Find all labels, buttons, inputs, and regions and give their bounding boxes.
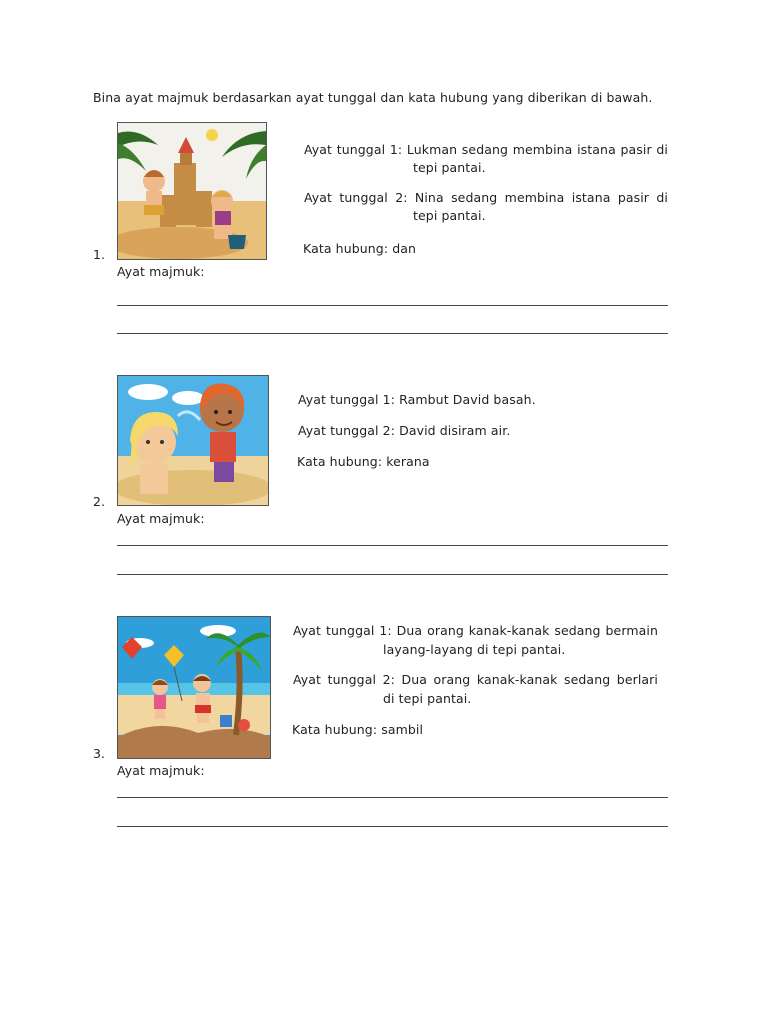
answer-line[interactable] — [117, 333, 668, 334]
single-sentence-2: Ayat tunggal 2: Dua orang kanak-kanak sedang berlari — [293, 672, 658, 687]
conjunction-text: Kata hubung: kerana — [297, 454, 430, 469]
sandcastle-picture — [117, 122, 267, 260]
kite-beach-picture — [117, 616, 271, 759]
answer-line[interactable] — [117, 826, 668, 827]
single-sentence-1: Ayat tunggal 1: Dua orang kanak-kanak sedang bermain — [293, 623, 658, 638]
single-sentence-1-cont: layang-layang di tepi pantai. — [383, 642, 566, 657]
answer-line[interactable] — [117, 305, 668, 306]
wet-hair-picture — [117, 375, 269, 506]
question-number: 3. — [93, 746, 106, 761]
conjunction-text: Kata hubung: dan — [303, 241, 417, 256]
answer-line[interactable] — [117, 797, 668, 798]
single-sentence-1: Ayat tunggal 1: Rambut David basah. — [298, 392, 536, 407]
answer-label: Ayat majmuk: — [117, 511, 205, 526]
single-sentence-2: Ayat tunggal 2: Nina sedang membina istana pasir di — [304, 190, 668, 205]
question-number: 2. — [93, 494, 106, 509]
answer-line[interactable] — [117, 574, 668, 575]
single-sentence-2-cont: di tepi pantai. — [383, 691, 472, 706]
answer-label: Ayat majmuk: — [117, 264, 205, 279]
answer-label: Ayat majmuk: — [117, 763, 205, 778]
single-sentence-2-cont: tepi pantai. — [413, 208, 486, 223]
question-number: 1. — [93, 247, 106, 262]
single-sentence-1: Ayat tunggal 1: Lukman sedang membina istana pasir di — [304, 142, 668, 157]
single-sentence-2: Ayat tunggal 2: David disiram air. — [298, 423, 511, 438]
answer-line[interactable] — [117, 545, 668, 546]
conjunction-text: Kata hubung: sambil — [292, 722, 424, 737]
instruction-text: Bina ayat majmuk berdasarkan ayat tunggal dan kata hubung yang diberikan di bawah. — [93, 90, 653, 105]
single-sentence-1-cont: tepi pantai. — [413, 160, 486, 175]
